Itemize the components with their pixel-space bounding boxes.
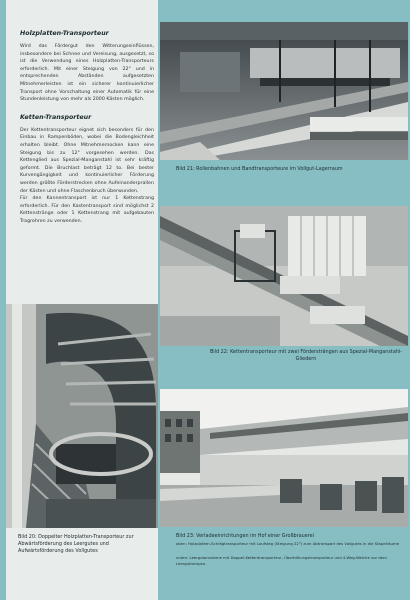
section-body-ketten-1: Der Kettentransporteur eignet sich besonders für den Einbau in Rampenböden, wobei die Bodengleichheit erhalten bleibt. Ohne Mitnehmernocken kann eine Steigung bis zu 12° vorgesehen werden. Das Kettenglied aus Spezial-Manganstahl ist sehr kräftig geformt. Die Bruchlast beträgt 12 to. Bei bester Kurvengängigkeit und kontinuierlicher Förderung werden größte Förderstrecken ohne Aufeinanderprallen der Kästen und ohne Flaschenbruch überwunden. (20, 127, 154, 194)
section-heading-ketten: Ketten-Transporteur (20, 113, 92, 121)
text-column (6, 0, 158, 318)
caption-bild-23-line2: unten: Leergutannahme mit Doppel-Kettentransporteur, Überhöhungstransporteur und 4-Weg-Weiche vor dem Leergutrampen. (176, 555, 387, 566)
photo-bild-23 (160, 389, 408, 527)
caption-bild-21: Bild 21: Rollenbahnen und Bandtransporteure im Vollgut-Lagerraum (176, 166, 343, 172)
photo-bild-20 (6, 304, 158, 528)
section-body-holzplatten: Wird das Fördergut den Witterungseinflüssen, insbesondere bei Schnee und Vereisung, ausgesetzt, so ist die Verwendung eines Holzplatten-Transporteurs erforderlich. Mit einer Steigung von 22° und in entsprechenden Abständen aufgesetzten Mitnehmerleisten ist ein sicherer kontinuierlicher Transport ohne Vorschaltung einer Automatik für eine Stundenleistung von mehr als 2000 Kästen möglich. (20, 44, 154, 103)
caption-bild-23-line1: oben: Holzplatten-Schrägtransporteur mit Laufsteg (Steigung 22°) zum Abtransport des Vollgutes in die Stapelräume (176, 541, 399, 546)
caption-bild-20: Bild 20: Doppelter Holzplatten-Transporteur zur Abwärtsförderung des Leergutes und Aufwärtsförderung des Vollgutes (18, 534, 134, 554)
section-heading-holzplatten: Holzplatten-Transporteur (20, 30, 109, 37)
section-body-ketten-2: Für den Kannentransport ist nur 1 Kettenstrang erforderlich. Für den Kastentransport sind möglichst 2 Kettenstränge oder 1 Kettenstrang mit aufgebauten Tragrohren zu verwenden. (20, 196, 154, 224)
caption-bild-22: Bild 22: Kettentransporteur mit zwei Fördersträngen aus Spezial-Manganstahl-Gliedern (209, 349, 403, 362)
caption-panel-bild-20 (6, 528, 158, 600)
caption-bild-23: Bild 23: Verladeeinrichtungen im Hof einer Großbrauerei (176, 533, 315, 539)
photo-bild-21 (160, 22, 408, 160)
photo-bild-22 (160, 206, 408, 346)
